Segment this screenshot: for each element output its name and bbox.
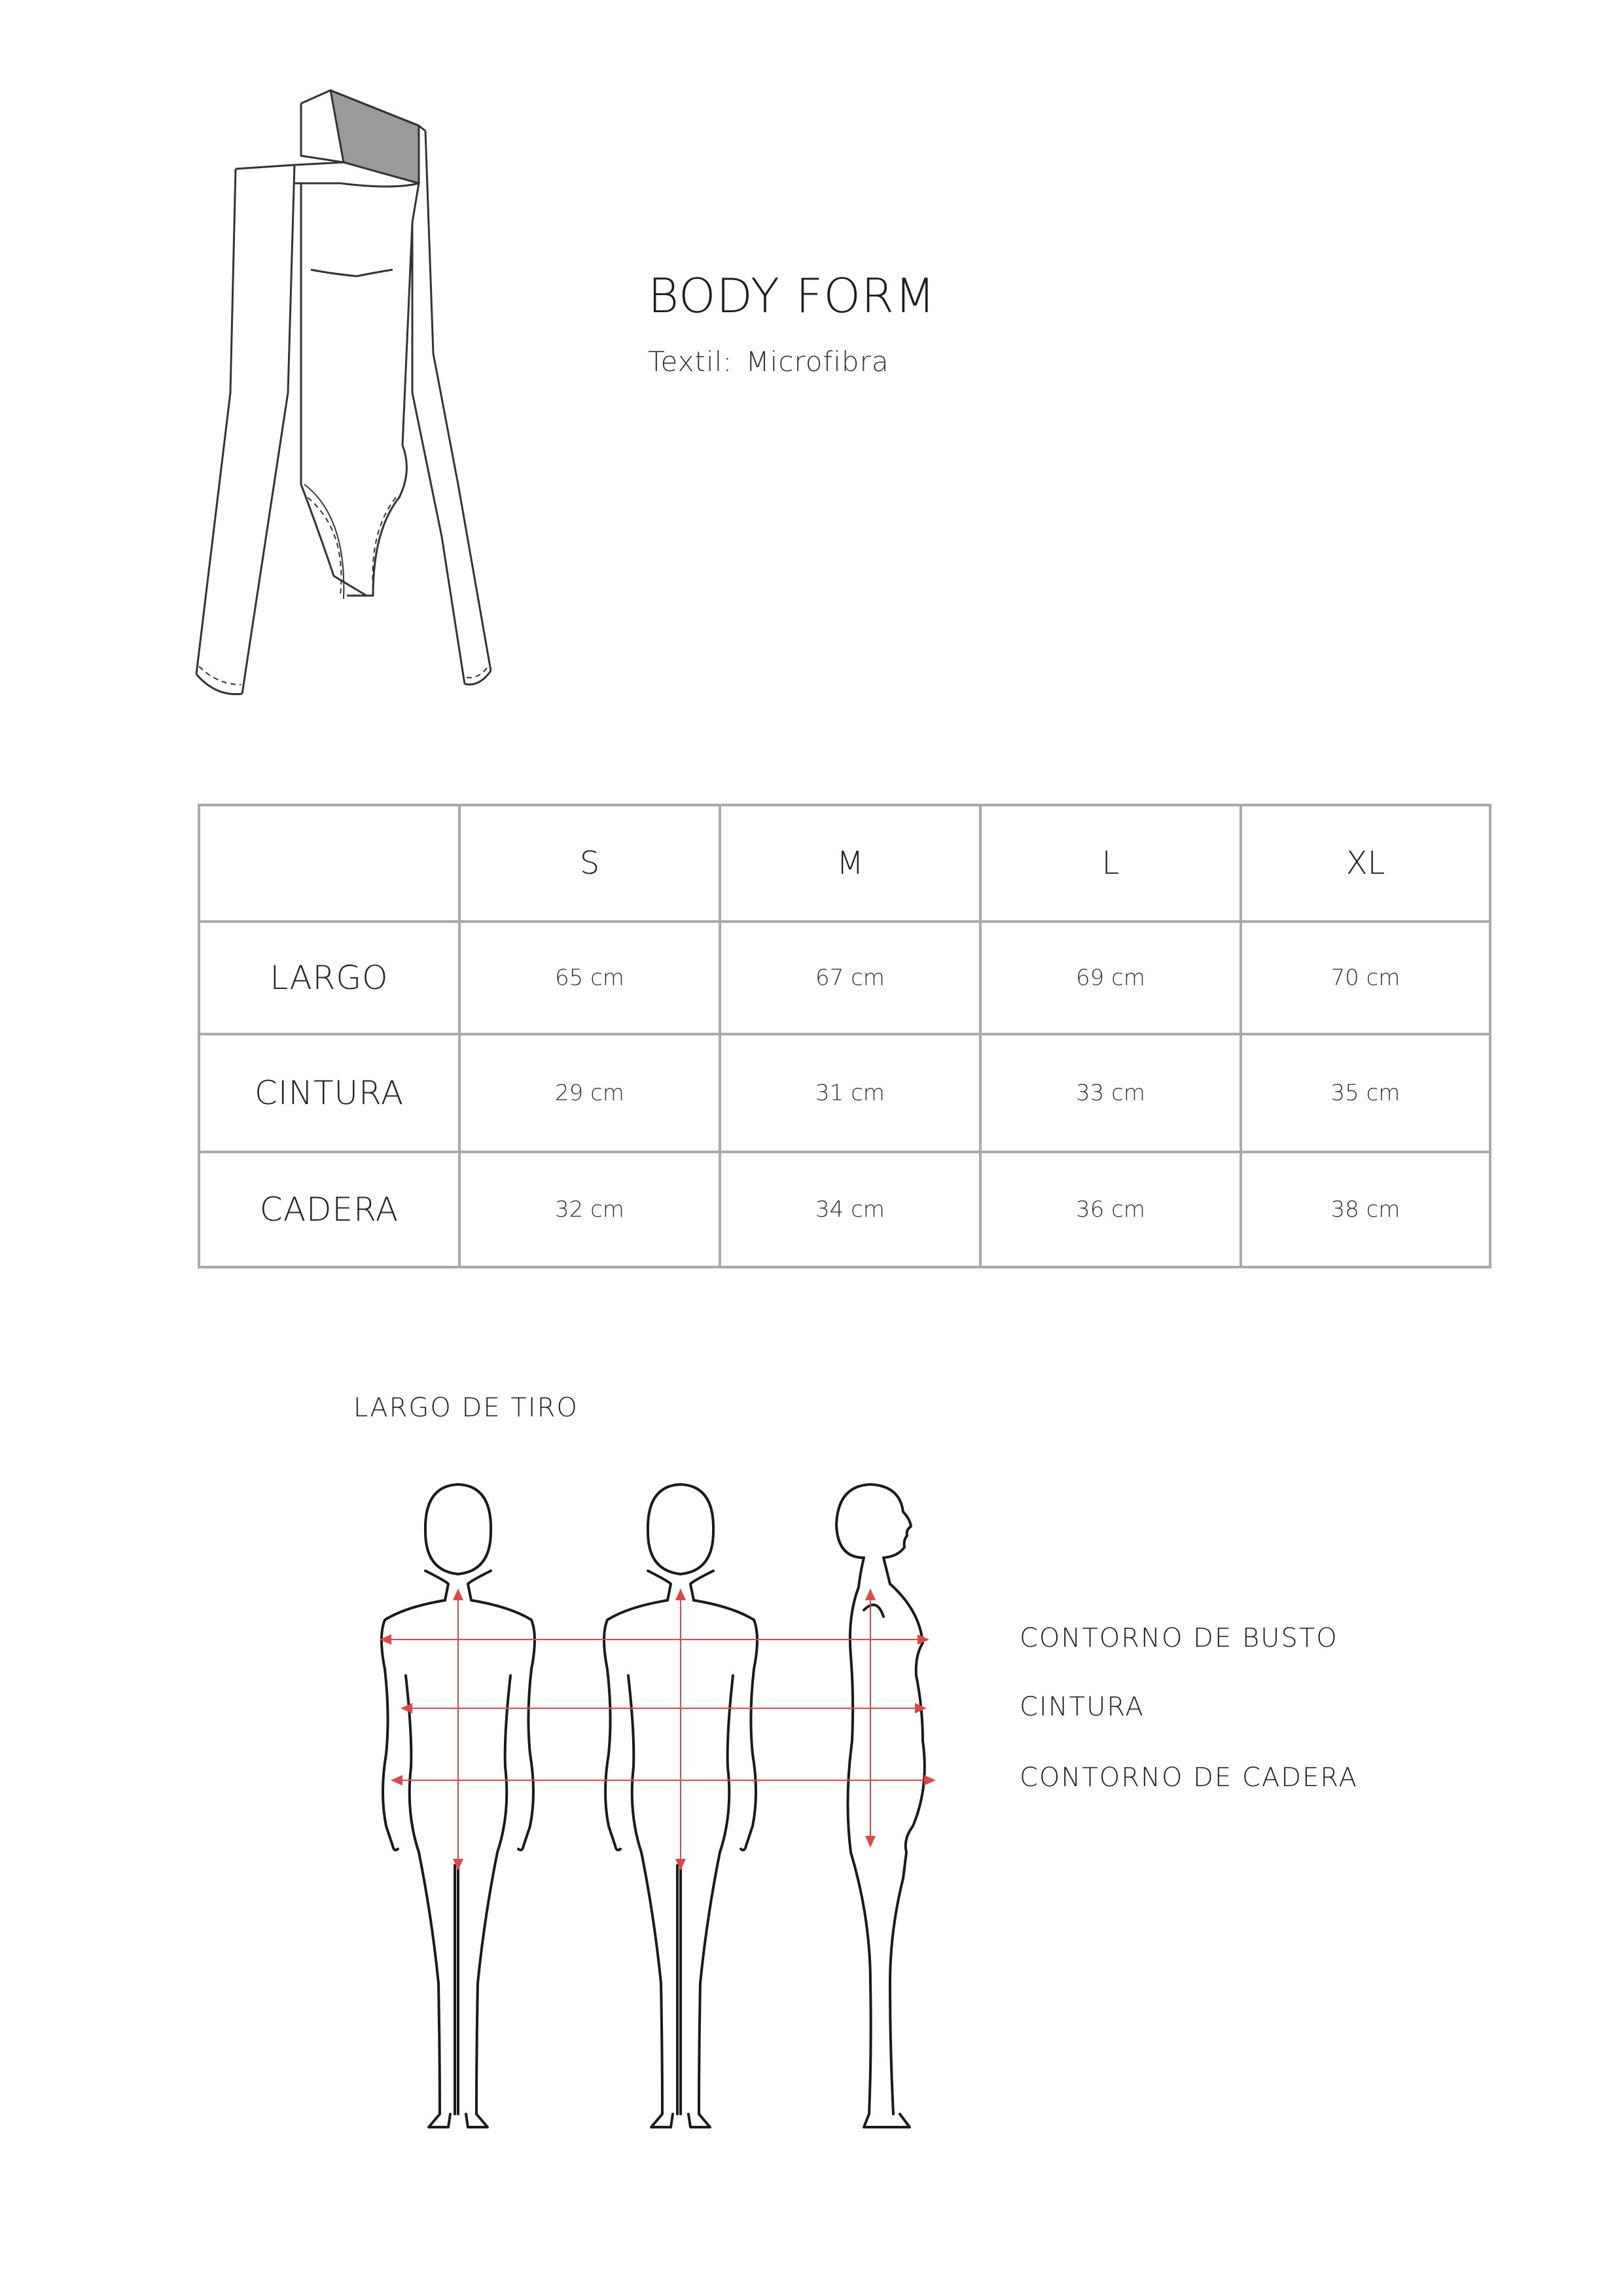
product-title: BODY FORM: [648, 268, 936, 323]
label-cintura: CINTURA: [1020, 1692, 1145, 1722]
label-contorno-busto: CONTORNO DE BUSTO: [1020, 1623, 1338, 1653]
row-label-largo: LARGO: [199, 922, 459, 1034]
fabric-info: [648, 346, 889, 378]
table-cell: 38 cm: [1241, 1152, 1490, 1267]
size-chart-table: [198, 804, 1491, 1268]
body-measurement-figures: [366, 1460, 1021, 2153]
size-header-s: S: [459, 805, 720, 922]
size-header-xl: XL: [1241, 805, 1490, 922]
table-row: [199, 922, 1490, 1034]
table-cell: 34 cm: [720, 1152, 980, 1267]
table-cell: 36 cm: [980, 1152, 1241, 1267]
label-largo-de-tiro: LARGO DE TIRO: [353, 1393, 579, 1423]
table-cell: 70 cm: [1241, 922, 1490, 1034]
size-header-l: L: [980, 805, 1241, 922]
size-header-row: [199, 805, 1490, 922]
table-cell: 69 cm: [980, 922, 1241, 1034]
empty-corner-cell: [199, 805, 459, 922]
label-contorno-cadera: CONTORNO DE CADERA: [1020, 1763, 1358, 1793]
fabric-value: Microfibra: [745, 346, 889, 378]
row-label-cadera: CADERA: [199, 1152, 459, 1267]
table-row: [199, 1152, 1490, 1267]
table-row: [199, 1034, 1490, 1152]
table-cell: 31 cm: [720, 1034, 980, 1152]
table-cell: 29 cm: [459, 1034, 720, 1152]
table-cell: 35 cm: [1241, 1034, 1490, 1152]
bodysuit-sketch: [177, 79, 596, 707]
row-label-cintura: CINTURA: [199, 1034, 459, 1152]
table-cell: 65 cm: [459, 922, 720, 1034]
table-cell: 67 cm: [720, 922, 980, 1034]
figure-side-view: [836, 1484, 925, 2127]
table-cell: 32 cm: [459, 1152, 720, 1267]
size-header-m: M: [720, 805, 980, 922]
table-cell: 33 cm: [980, 1034, 1241, 1152]
fabric-label: Textil:: [648, 346, 733, 378]
